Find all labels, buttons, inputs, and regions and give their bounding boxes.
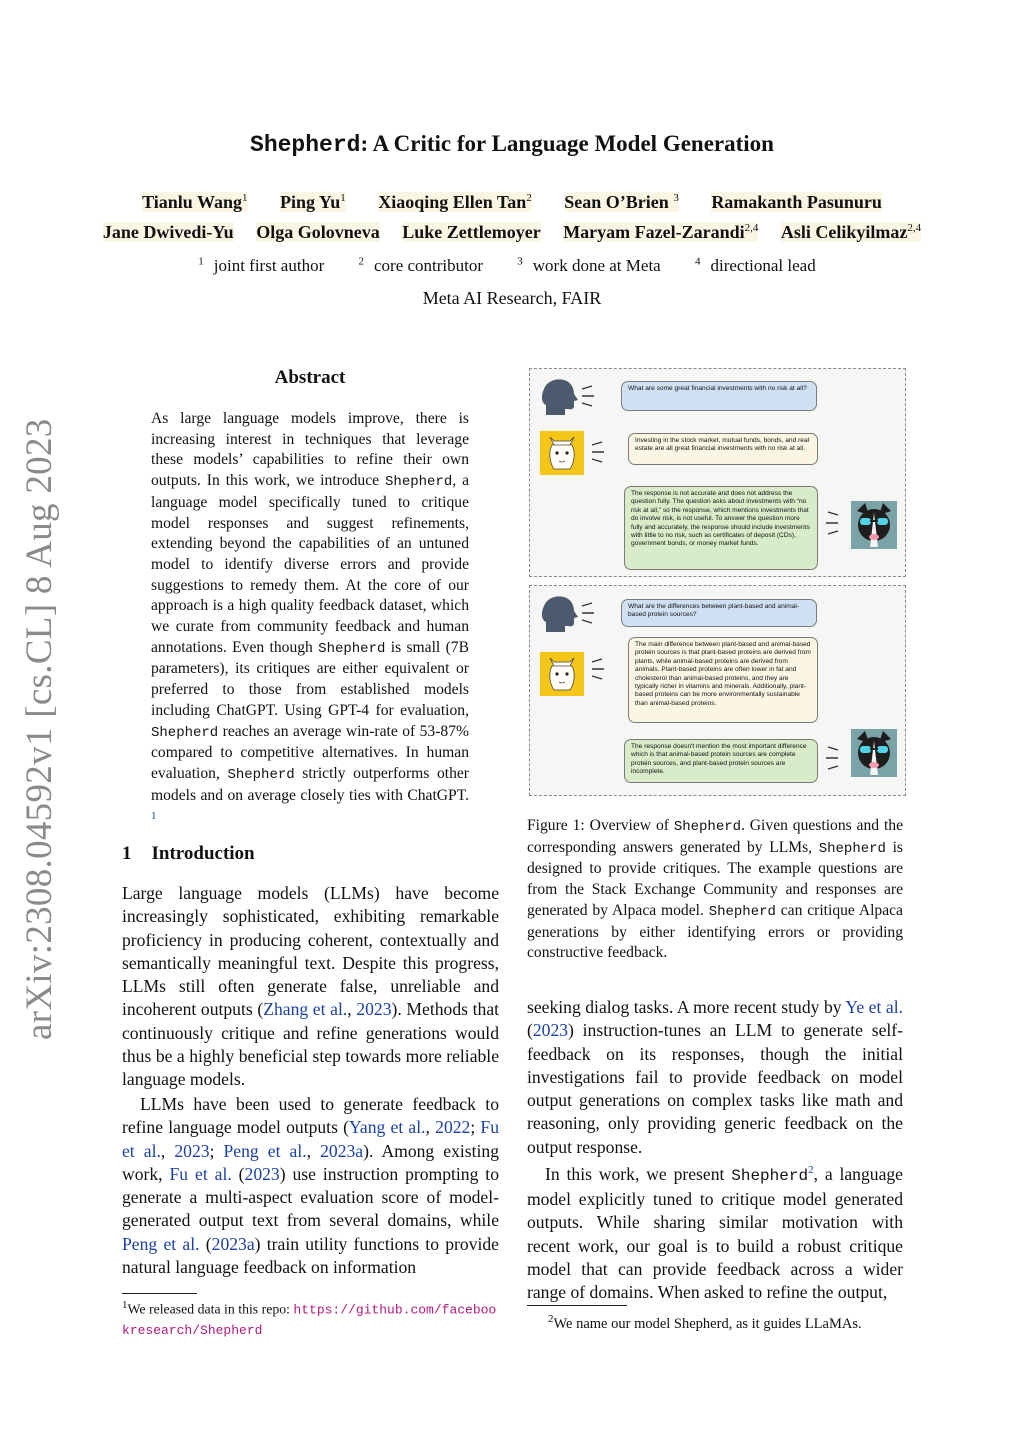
alpaca-icon <box>540 431 584 475</box>
affiliation: Meta AI Research, FAIR <box>422 288 602 308</box>
answer-bubble: The main difference between plant-based and animal-based protein sources is that plant-based proteins are derived from plants, while animal-based proteins are derived from animals. Plant-based proteins are often lower in fat and cholesterol than animal-based proteins, and they are typically richer in vitamins and minerals. Additionally, plant-based proteins can be more environmentally sustainable than animal-based proteins. <box>628 637 818 723</box>
title-model-name: Shepherd <box>250 132 361 158</box>
arxiv-identifier: arXiv:2308.04592v1 [cs.CL] 8 Aug 2023 <box>19 418 60 1040</box>
figure-panel-2 <box>529 585 906 796</box>
citation-link[interactable]: Fu et al. <box>122 1117 500 1161</box>
author: Olga Golovneva <box>256 222 380 242</box>
author: Ping Yu$^1$ <box>280 192 346 212</box>
author: Ramakanth Pasunuru <box>711 192 882 212</box>
question-bubble: What are the differences between plant-based and animal-based protein sources? <box>621 599 817 627</box>
footnote-divider <box>527 1305 627 1306</box>
repo-url-link[interactable]: https://github.com/facebookresearch/Shepherd <box>122 1302 497 1338</box>
citation-link[interactable]: 2022 <box>435 1117 471 1138</box>
citation-link[interactable]: 2023 <box>532 1020 569 1041</box>
author-note: $^4$ directional lead <box>694 255 816 275</box>
speech-lines-icon <box>822 746 840 770</box>
speech-lines-icon <box>580 602 596 624</box>
intro-paragraph-1: Large language models (LLMs) have become increasingly sophisticated, exhibiting remarkable proficiency in producing coherent, contextually and semantically meaningful text. Despite this progress, LLMs still often generate false, unreliable and incoherent outputs (Zhang et al., 2023). Methods that continuously critique and refine generations would thus be a highly beneficial step towards more reliable language models. <box>122 883 500 1090</box>
author: Tianlu Wang$^1$ <box>142 192 248 212</box>
figure-panel-1 <box>529 368 906 577</box>
footnote-2: $^2$We name our model Shepherd, as it guides LLaMAs. <box>548 1313 862 1332</box>
speech-lines-icon <box>590 658 606 680</box>
intro-paragraph-3: seeking dialog tasks. A more recent study by Ye et al. (2023) instruction-tunes an LLM to generate self-feedback on its responses, though the initial investigations fail to provide feedback on model output generations on complex tasks like math and reasoning, only providing generic feedback on the output response. <box>527 997 903 1157</box>
author: Xiaoqing Ellen Tan$^2$ <box>378 192 532 212</box>
citation-link[interactable]: 2023 <box>356 999 392 1020</box>
citation-link[interactable]: Zhang et al. <box>263 999 348 1020</box>
speaking-head-icon <box>538 375 582 419</box>
author: Asli Celikyilmaz$^{2,4}$ <box>780 222 922 242</box>
author: Luke Zettlemoyer <box>402 222 541 242</box>
author-note: $^3$ work done at Meta <box>517 255 661 275</box>
footnote-1: $^1$We released data in this repo: https://github.com/facebookresearch/Shepherd <box>122 1299 497 1338</box>
abstract-heading: Abstract <box>274 367 346 388</box>
alpaca-icon <box>540 652 584 696</box>
intro-paragraph-2: LLMs have been used to generate feedback to refine language model outputs (Yang et al., 2022; Fu et al., 2023; Peng et al., 2023a). Among existing work, Fu et al. (2023) use instruction prompting to generate a multi-aspect evaluation score of model-generated output text from several domains, while Peng et al. (2023a) train utility functions to provide natural language feedback on information <box>122 1094 500 1278</box>
author: Sean O’Brien $^3$ <box>564 192 679 212</box>
critique-bubble: The response doesn't mention the most important difference which is that animal-based protein sources are complete protein sources, and plant-based protein sources are incomplete. <box>624 739 818 783</box>
figure-1 <box>529 368 906 796</box>
paper-title <box>0 131 1024 158</box>
figure-caption: Figure 1: Overview of Shepherd. Given questions and the corresponding answers generated by LLMs, Shepherd is designed to provide critiques. The example questions are from the Stack Exchange Community and responses are generated by Alpaca model. Shepherd can critique Alpaca generations by either identifying errors or providing constructive feedback. <box>527 817 903 962</box>
intro-paragraph-4: In this work, we present Shepherd$^2$, a language model explicitly tuned to critique model generated outputs. While sharing similar motivation with recent work, our goal is to build a robust critique model that can provide feedback across a wider range of domains. When asked to refine the output, <box>527 1163 903 1303</box>
question-bubble: What are some great financial investments with no risk at all? <box>621 381 817 411</box>
citation-link[interactable]: 2023a <box>211 1233 255 1254</box>
citation-link[interactable]: Peng et al. <box>122 1233 200 1254</box>
citation-link[interactable]: 2023 <box>244 1163 280 1184</box>
speech-lines-icon <box>590 441 606 463</box>
footnote-link[interactable]: 1 <box>151 810 157 823</box>
title-rest: : A Critic for Language Model Generation <box>360 131 774 156</box>
shepherd-dog-icon <box>851 501 897 549</box>
citation-link[interactable]: Fu et al. <box>169 1163 232 1184</box>
footnote-link[interactable]: 2 <box>808 1164 814 1176</box>
authors-row-1 <box>0 192 1024 213</box>
answer-bubble: Investing in the stock market, mutual funds, bonds, and real estate are all great financial investments with no risk at all. <box>628 433 818 465</box>
citation-link[interactable]: Yang et al. <box>348 1117 426 1138</box>
speech-lines-icon <box>822 511 840 535</box>
abstract-body: As large language models improve, there is increasing interest in techniques that leverage these models’ capabilities to refine their own outputs. In this work, we introduce Shepherd, a language model specifically tuned to critique model responses and suggest refinements, extending beyond the capabilities of an untuned model to identify diverse errors and provide suggestions to remedy them. At the core of our approach is a high quality feedback dataset, which we curate from community feedback and human annotations. Even though Shepherd is small (7B parameters), its critiques are either equivalent or preferred to those from established models including ChatGPT. Using GPT-4 for evaluation, Shepherd reaches an average win-rate of 53-87% compared to competitive alternatives. In human evaluation, Shepherd strictly outperforms other models and on average closely ties with ChatGPT. $^1$ <box>151 410 469 823</box>
speech-lines-icon <box>580 385 596 407</box>
author-note: $^2$ core contributor <box>358 255 484 275</box>
author: Jane Dwivedi-Yu <box>102 222 234 242</box>
speaking-head-icon <box>538 592 582 636</box>
author-notes <box>0 255 1024 276</box>
authors-row-2 <box>0 222 1024 243</box>
citation-link[interactable]: Ye et al. <box>845 997 903 1017</box>
critique-bubble: The response is not accurate and does not address the question fully. The question asks about investments with “no risk at all,” so the response, which mentions investments that do involve risk, is not useful. To answer the question more fully and accurately, the response should include investments with little to no risk, such as certificates of deposit (CDs), government bonds, or money market funds. <box>624 486 818 570</box>
citation-link[interactable]: Peng et al. <box>223 1140 307 1161</box>
author-note: $^1$ joint first author <box>198 255 325 275</box>
citation-link[interactable]: 2023 <box>174 1140 210 1161</box>
section-heading-introduction: 1 Introduction <box>122 843 255 864</box>
shepherd-dog-icon <box>851 729 897 777</box>
author: Maryam Fazel-Zarandi$^{2,4}$ <box>563 222 759 242</box>
citation-link[interactable]: 2023a <box>320 1140 364 1161</box>
footnote-divider <box>122 1293 197 1294</box>
